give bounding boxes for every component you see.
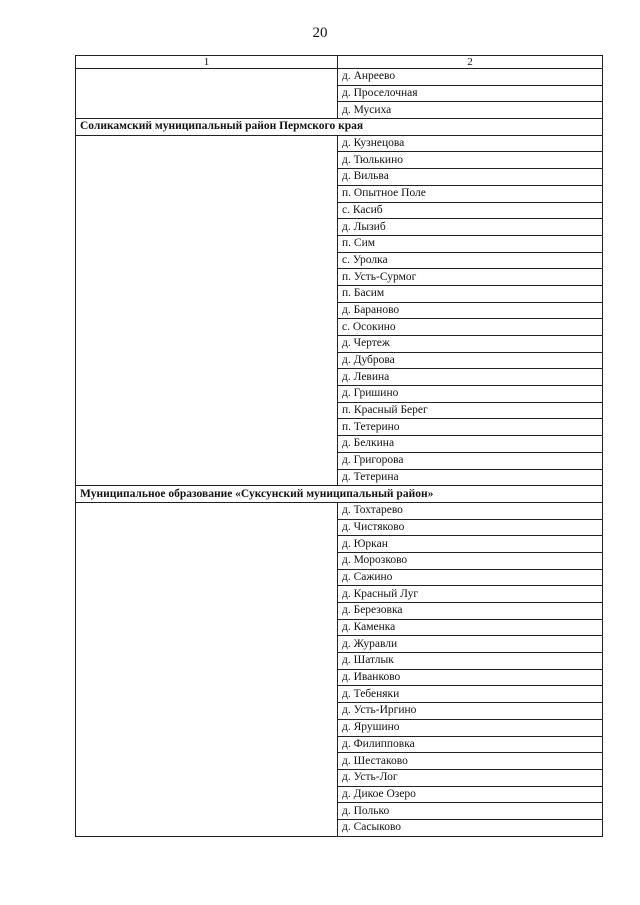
column-header-1: 1 <box>76 56 338 69</box>
settlement-cell: д. Анреево <box>338 69 603 86</box>
settlement-cell: с. Касиб <box>338 202 603 219</box>
settlement-cell: д. Шестаково <box>338 753 603 770</box>
settlement-cell: д. Дикое Озеро <box>338 786 603 803</box>
settlement-cell: д. Каменка <box>338 619 603 636</box>
settlement-cell: д. Тебеняки <box>338 686 603 703</box>
settlement-cell: д. Мусиха <box>338 102 603 119</box>
header-row <box>76 56 603 69</box>
settlement-cell: д. Белкина <box>338 436 603 453</box>
settlement-cell: п. Тетерино <box>338 419 603 436</box>
settlement-cell: п. Красный Берег <box>338 402 603 419</box>
settlement-cell: д. Тетерина <box>338 469 603 486</box>
settlement-cell: д. Проселочная <box>338 85 603 102</box>
section-row <box>76 486 603 503</box>
settlement-cell: д. Юркан <box>338 536 603 553</box>
settlement-cell: д. Тохтарево <box>338 502 603 519</box>
settlement-cell: д. Сасыково <box>338 819 603 836</box>
table-row <box>76 69 603 86</box>
section-title: Соликамский муниципальный район Пермского края <box>76 119 603 136</box>
settlement-cell: д. Березовка <box>338 603 603 620</box>
settlement-cell: п. Басим <box>338 285 603 302</box>
settlement-cell: д. Ярушино <box>338 719 603 736</box>
settlement-cell: п. Усть-Сурмог <box>338 269 603 286</box>
settlement-cell: д. Лызиб <box>338 219 603 236</box>
column-header-2: 2 <box>338 56 603 69</box>
settlement-cell: д. Чертеж <box>338 336 603 353</box>
settlement-cell: д. Журавли <box>338 636 603 653</box>
settlement-cell: д. Григорова <box>338 452 603 469</box>
page-number: 20 <box>312 25 328 41</box>
table-row <box>76 502 603 519</box>
settlement-cell: д. Кузнецова <box>338 135 603 152</box>
district-cell <box>76 135 338 485</box>
settlement-cell: д. Красный Луг <box>338 586 603 603</box>
settlement-cell: д. Дуброва <box>338 352 603 369</box>
settlement-cell: д. Морозково <box>338 552 603 569</box>
settlement-cell: д. Филипповка <box>338 736 603 753</box>
settlement-cell: д. Левина <box>338 369 603 386</box>
settlement-cell: д. Вильва <box>338 169 603 186</box>
settlement-cell: д. Сажино <box>338 569 603 586</box>
table-row <box>76 135 603 152</box>
settlement-cell: п. Опытное Поле <box>338 185 603 202</box>
settlement-cell: д. Усть-Иргино <box>338 703 603 720</box>
settlements-table <box>75 55 603 837</box>
settlement-cell: с. Уролка <box>338 252 603 269</box>
settlement-cell: д. Усть-Лог <box>338 769 603 786</box>
settlement-cell: д. Иванково <box>338 669 603 686</box>
settlement-cell: д. Бараново <box>338 302 603 319</box>
section-row <box>76 119 603 136</box>
settlement-cell: д. Шатлык <box>338 653 603 670</box>
district-cell <box>76 69 338 119</box>
settlement-cell: д. Чистяково <box>338 519 603 536</box>
district-cell <box>76 502 338 836</box>
settlement-cell: п. Сим <box>338 235 603 252</box>
settlement-cell: с. Осокино <box>338 319 603 336</box>
settlement-cell: д. Тюлькино <box>338 152 603 169</box>
settlement-cell: д. Полько <box>338 803 603 820</box>
settlement-cell: д. Гришино <box>338 386 603 403</box>
section-title: Муниципальное образование «Суксунский муниципальный район» <box>76 486 603 503</box>
